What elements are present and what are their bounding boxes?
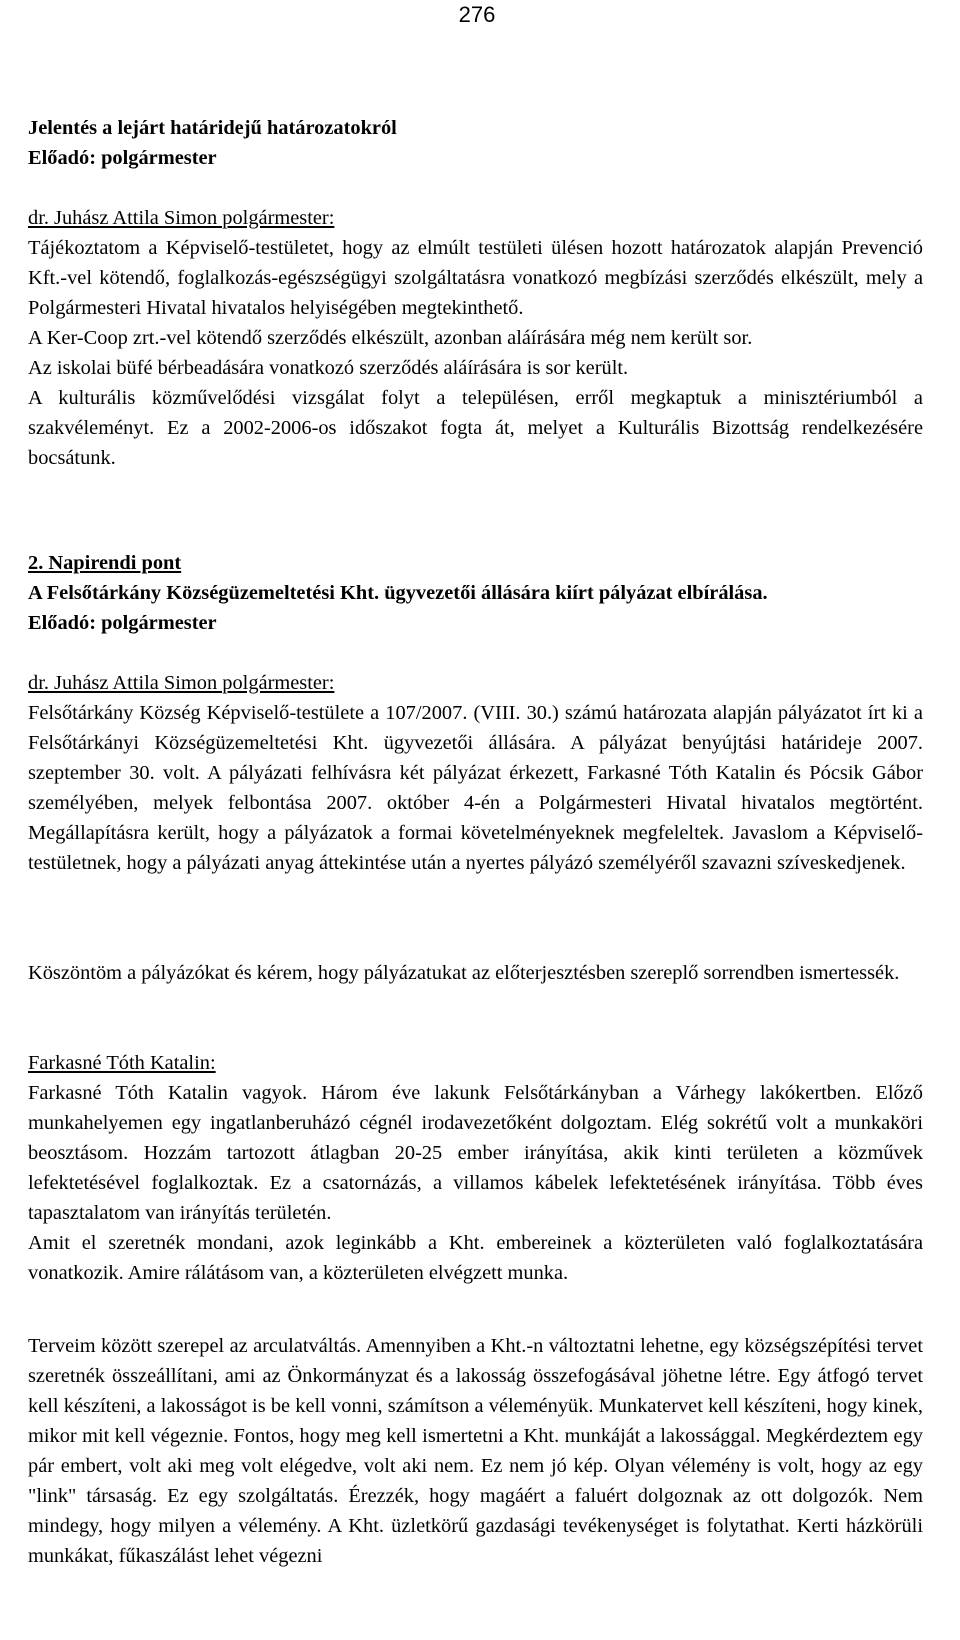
section-report-body [28, 203, 923, 473]
section-agenda-2-body [28, 668, 923, 878]
agenda-title: A Felsőtárkány Községüzemeltetési Kht. ügyvezetői állására kiírt pályázat elbírálása. [28, 582, 768, 604]
paragraph: A kulturális közművelődési vizsgálat folyt a településen, erről megkaptuk a minisztériumból a szakvéleményt. Ez a 2002-2006-os időszakot fogta át, melyet a Kulturális Bizottság rendelkezésére bocsátunk. [28, 387, 923, 469]
page-number: 276 [458, 2, 496, 27]
paragraph: Tájékoztatom a Képviselő-testületet, hogy az elmúlt testületi ülésen hozott határozatok alapján Prevenció Kft.-vel kötendő, foglalkozás-egészségügyi szolgáltatásra vonatkozó megbízási szerződés elkészült, mely a Polgármesteri Hivatal hivatalos helyiségében megtekinthető. [28, 237, 923, 319]
section-title: Jelentés a lejárt határidejű határozatokról [28, 117, 397, 139]
section-applicant-plans [28, 1331, 923, 1571]
paragraph: Felsőtárkány Község Képviselő-testülete a 107/2007. (VIII. 30.) számú határozata alapján pályázatot írt ki a Felsőtárkányi Községüzemeltetési Kht. ügyvezetői állására. A pályázat benyújtási határideje 2007. szeptember 30. volt. A pályázati felhívásra két pályázat érkezett, Farkasné Tóth Katalin és Pócsik Gábor személyében, melyek felbontása 2007. október 4-én a Polgármesteri Hivatal hivatalos megtörtént. Megállapításra került, hogy a pályázatok a formai követelményeknek megfeleltek. Javaslom a Képviselő-testületnek, hogy a pályázati anyag áttekintése után a nyertes pályázó személyéről szavazni szíveskedjenek. [28, 702, 923, 874]
speaker-label: dr. Juhász Attila Simon polgármester: [28, 672, 335, 694]
paragraph: Köszöntöm a pályázókat és kérem, hogy pályázatukat az előterjesztésben szereplő sorrendben ismertessék. [28, 962, 900, 984]
section-report [28, 113, 923, 173]
paragraph: A Ker-Coop zrt.-vel kötendő szerződés elkészült, azonban aláírására még nem került sor. [28, 327, 753, 349]
presenter-line: Előadó: polgármester [28, 147, 217, 169]
presenter-line: Előadó: polgármester [28, 612, 217, 634]
section-agenda-2-request [28, 958, 923, 988]
paragraph: Az iskolai büfé bérbeadására vonatkozó szerződés aláírására is sor került. [28, 357, 629, 379]
paragraph: Amit el szeretnék mondani, azok leginkább a Kht. embereinek a közterületen való foglalkoztatására vonatkozik. Amire rálátásom van, a közterületen elvégzett munka. [28, 1232, 923, 1284]
speaker-label: dr. Juhász Attila Simon polgármester: [28, 207, 335, 229]
agenda-number: 2. Napirendi pont [28, 552, 182, 574]
section-agenda-2 [28, 548, 923, 638]
speaker-label: Farkasné Tóth Katalin: [28, 1052, 216, 1074]
paragraph: Farkasné Tóth Katalin vagyok. Három éve lakunk Felsőtárkányban a Várhegy lakókertben. Előző munkahelyemen egy ingatlanberuházó cégnél irodavezetőként dolgoztam. Elég sokrétű volt a munkaköri beosztásom. Hozzám tartozott átlagban 20-25 ember irányítása, akik kinti területen a közművek lefektetésével foglalkoztak. Ez a csatornázás, a villamos kábelek lefektetésének irányítása. Több éves tapasztalatom van irányítás területén. [28, 1082, 923, 1224]
paragraph: Terveim között szerepel az arculatváltás. Amennyiben a Kht.-n változtatni lehetne, egy községszépítési tervet szeretnék összeállítani, ami az Önkormányzat és a lakosság összefogásával jöhetne létre. Egy átfogó tervet kell készíteni, a lakosságot is be kell vonni, számítson a véleményük. Munkatervet kell készíteni, hogy kinek, mikor mit kell végeznie. Fontos, hogy meg kell ismertetni a Kht. munkáját a lakossággal. Megkérdeztem egy pár embert, volt aki meg volt elégedve, volt aki nem. Ez nem jó kép. Olyan vélemény is volt, hogy az egy "link" társaság. Ez egy szolgáltatás. Érezzék, hogy magáért a faluért dolgoznak az ott dolgozók. Nem mindegy, hogy milyen a vélemény. A Kht. üzletkörű gazdasági tevékenységet is folytathat. Kerti házkörüli munkákat, fűkaszálást lehet végezni [28, 1335, 923, 1567]
section-applicant-speech [28, 1048, 923, 1288]
